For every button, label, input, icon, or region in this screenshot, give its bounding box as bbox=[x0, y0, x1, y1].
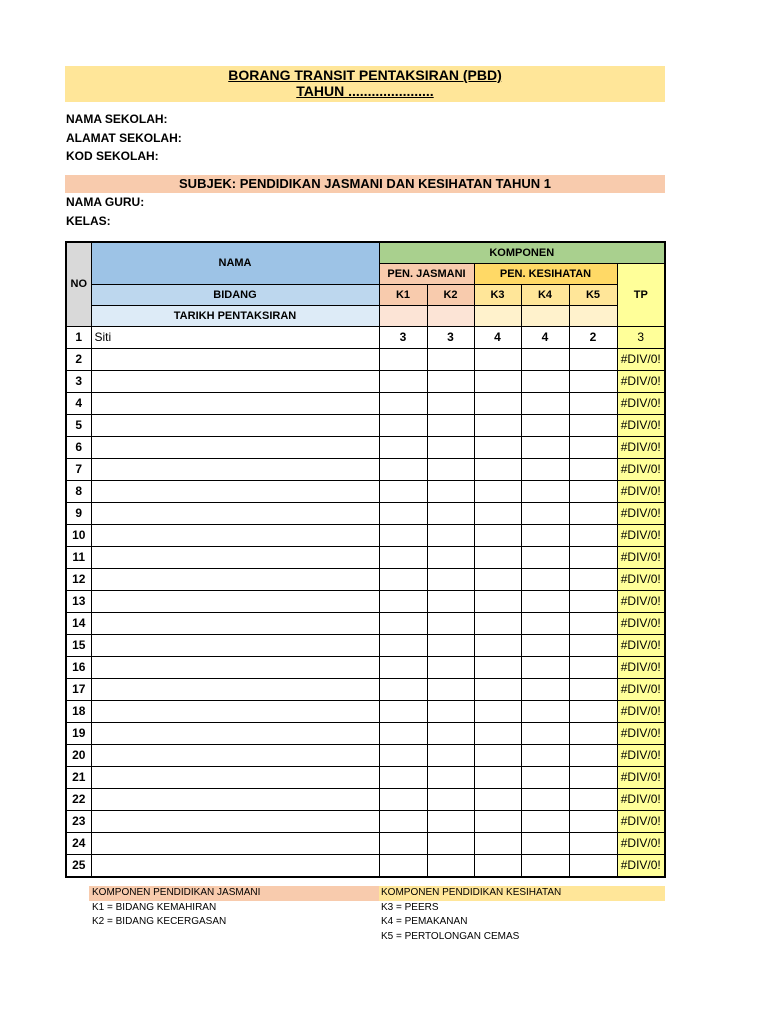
student-name-cell[interactable] bbox=[91, 810, 379, 832]
tp-header: TP bbox=[617, 263, 665, 326]
k4-score-cell[interactable] bbox=[521, 502, 569, 524]
k3-score-cell[interactable] bbox=[474, 348, 521, 370]
student-name-cell[interactable] bbox=[91, 370, 379, 392]
class-label: KELAS: bbox=[66, 214, 111, 228]
k5-score-cell[interactable] bbox=[569, 480, 617, 502]
k1-score-cell[interactable] bbox=[379, 546, 427, 568]
k5-score-cell[interactable]: 2 bbox=[569, 326, 617, 348]
k5-score-cell[interactable] bbox=[569, 634, 617, 656]
table-row bbox=[66, 370, 665, 392]
row-number: 20 bbox=[66, 744, 91, 766]
k4-score-cell[interactable] bbox=[521, 414, 569, 436]
table-row bbox=[66, 546, 665, 568]
legend-kesihatan-item: K5 = PERTOLONGAN CEMAS bbox=[381, 931, 520, 942]
k5-score-cell[interactable] bbox=[569, 788, 617, 810]
k3-score-cell[interactable] bbox=[474, 546, 521, 568]
k2-score-cell[interactable] bbox=[427, 656, 474, 678]
form-title-band bbox=[65, 66, 665, 102]
k3-score-cell[interactable] bbox=[474, 832, 521, 854]
row-number: 5 bbox=[66, 414, 91, 436]
legend-kesihatan-item: K3 = PEERS bbox=[381, 902, 439, 913]
tp-result-cell: #DIV/0! bbox=[617, 392, 665, 414]
k5-score-cell[interactable] bbox=[569, 502, 617, 524]
tp-result-cell: #DIV/0! bbox=[617, 612, 665, 634]
k1-score-cell[interactable] bbox=[379, 678, 427, 700]
student-name-cell[interactable] bbox=[91, 436, 379, 458]
k3-score-cell[interactable] bbox=[474, 480, 521, 502]
student-name-cell[interactable] bbox=[91, 656, 379, 678]
k5-score-cell[interactable] bbox=[569, 722, 617, 744]
student-name-cell[interactable]: Siti bbox=[91, 326, 379, 348]
k4-score-cell[interactable] bbox=[521, 590, 569, 612]
k5-score-cell[interactable] bbox=[569, 392, 617, 414]
k3-score-cell[interactable] bbox=[474, 678, 521, 700]
k1-header: K1 bbox=[379, 284, 427, 305]
tp-result-cell: #DIV/0! bbox=[617, 348, 665, 370]
table-row bbox=[66, 722, 665, 744]
k3-score-cell[interactable] bbox=[474, 854, 521, 877]
legend-jasmani-title: KOMPONEN PENDIDIKAN JASMANI bbox=[92, 887, 261, 898]
student-name-cell[interactable] bbox=[91, 832, 379, 854]
table-row bbox=[66, 678, 665, 700]
tarikh-k4-cell[interactable] bbox=[521, 305, 569, 326]
table-row bbox=[66, 854, 665, 877]
tp-result-cell: #DIV/0! bbox=[617, 414, 665, 436]
tp-result-cell: #DIV/0! bbox=[617, 810, 665, 832]
k4-score-cell[interactable] bbox=[521, 810, 569, 832]
tp-result-cell: #DIV/0! bbox=[617, 634, 665, 656]
tp-result-cell: #DIV/0! bbox=[617, 546, 665, 568]
student-name-cell[interactable] bbox=[91, 524, 379, 546]
row-number: 4 bbox=[66, 392, 91, 414]
k4-score-cell[interactable] bbox=[521, 766, 569, 788]
k1-score-cell[interactable] bbox=[379, 568, 427, 590]
k2-score-cell[interactable] bbox=[427, 370, 474, 392]
table-row bbox=[66, 326, 665, 348]
table-row bbox=[66, 524, 665, 546]
table-row bbox=[66, 480, 665, 502]
k1-score-cell[interactable] bbox=[379, 766, 427, 788]
row-number: 14 bbox=[66, 612, 91, 634]
k1-score-cell[interactable] bbox=[379, 700, 427, 722]
k5-score-cell[interactable] bbox=[569, 766, 617, 788]
row-number: 22 bbox=[66, 788, 91, 810]
student-name-cell[interactable] bbox=[91, 700, 379, 722]
k4-score-cell[interactable] bbox=[521, 700, 569, 722]
school-code-label: KOD SEKOLAH: bbox=[66, 149, 159, 163]
k2-score-cell[interactable] bbox=[427, 392, 474, 414]
col-no-header: NO bbox=[66, 242, 91, 326]
table-row bbox=[66, 634, 665, 656]
k2-score-cell[interactable] bbox=[427, 524, 474, 546]
k1-score-cell[interactable] bbox=[379, 744, 427, 766]
table-row bbox=[66, 656, 665, 678]
k4-score-cell[interactable] bbox=[521, 348, 569, 370]
tp-result-cell: #DIV/0! bbox=[617, 832, 665, 854]
row-number: 18 bbox=[66, 700, 91, 722]
row-number: 8 bbox=[66, 480, 91, 502]
k2-score-cell[interactable] bbox=[427, 612, 474, 634]
table-row bbox=[66, 502, 665, 524]
k3-score-cell[interactable] bbox=[474, 436, 521, 458]
student-name-cell[interactable] bbox=[91, 502, 379, 524]
teacher-label: NAMA GURU: bbox=[66, 195, 145, 209]
k1-score-cell[interactable] bbox=[379, 370, 427, 392]
student-name-cell[interactable] bbox=[91, 854, 379, 877]
k3-score-cell[interactable] bbox=[474, 700, 521, 722]
student-name-cell[interactable] bbox=[91, 766, 379, 788]
table-row bbox=[66, 568, 665, 590]
k1-score-cell[interactable] bbox=[379, 590, 427, 612]
table-row bbox=[66, 744, 665, 766]
student-name-cell[interactable] bbox=[91, 480, 379, 502]
k4-score-cell[interactable] bbox=[521, 744, 569, 766]
tp-result-cell: #DIV/0! bbox=[617, 502, 665, 524]
table-row bbox=[66, 590, 665, 612]
k2-score-cell[interactable] bbox=[427, 722, 474, 744]
tarikh-k2-cell[interactable] bbox=[427, 305, 474, 326]
k1-score-cell[interactable] bbox=[379, 612, 427, 634]
k2-score-cell[interactable] bbox=[427, 568, 474, 590]
tp-result-cell: #DIV/0! bbox=[617, 480, 665, 502]
table-row bbox=[66, 810, 665, 832]
legend-kesihatan-title: KOMPONEN PENDIDIKAN KESIHATAN bbox=[381, 887, 562, 898]
k3-score-cell[interactable] bbox=[474, 634, 521, 656]
k1-score-cell[interactable] bbox=[379, 722, 427, 744]
k2-score-cell[interactable] bbox=[427, 436, 474, 458]
k2-score-cell[interactable] bbox=[427, 458, 474, 480]
k5-score-cell[interactable] bbox=[569, 348, 617, 370]
k1-score-cell[interactable] bbox=[379, 392, 427, 414]
row-number: 25 bbox=[66, 854, 91, 877]
k5-score-cell[interactable] bbox=[569, 656, 617, 678]
tarikh-k1-cell[interactable] bbox=[379, 305, 427, 326]
row-number: 12 bbox=[66, 568, 91, 590]
row-number: 23 bbox=[66, 810, 91, 832]
row-number: 2 bbox=[66, 348, 91, 370]
k3-score-cell[interactable]: 4 bbox=[474, 326, 521, 348]
row-number: 7 bbox=[66, 458, 91, 480]
tarikh-header: TARIKH PENTAKSIRAN bbox=[91, 305, 379, 326]
school-name-label: NAMA SEKOLAH: bbox=[66, 112, 168, 126]
k3-score-cell[interactable] bbox=[474, 810, 521, 832]
k5-score-cell[interactable] bbox=[569, 546, 617, 568]
k4-score-cell[interactable] bbox=[521, 524, 569, 546]
k3-score-cell[interactable] bbox=[474, 414, 521, 436]
k3-score-cell[interactable] bbox=[474, 722, 521, 744]
tp-result-cell: #DIV/0! bbox=[617, 568, 665, 590]
table-row bbox=[66, 766, 665, 788]
tp-result-cell: #DIV/0! bbox=[617, 458, 665, 480]
row-number: 11 bbox=[66, 546, 91, 568]
legend-jasmani-item: K1 = BIDANG KEMAHIRAN bbox=[92, 902, 217, 913]
student-name-cell[interactable] bbox=[91, 634, 379, 656]
legend-kesihatan-item: K4 = PEMAKANAN bbox=[381, 916, 468, 927]
k2-score-cell[interactable] bbox=[427, 634, 474, 656]
k4-score-cell[interactable] bbox=[521, 436, 569, 458]
col-nama-header: NAMA bbox=[91, 242, 379, 284]
row-number: 3 bbox=[66, 370, 91, 392]
tp-result-cell: #DIV/0! bbox=[617, 766, 665, 788]
student-name-cell[interactable] bbox=[91, 568, 379, 590]
tp-result-cell: 3 bbox=[617, 326, 665, 348]
student-name-cell[interactable] bbox=[91, 612, 379, 634]
k3-score-cell[interactable] bbox=[474, 612, 521, 634]
k4-score-cell[interactable] bbox=[521, 612, 569, 634]
k2-score-cell[interactable] bbox=[427, 414, 474, 436]
k2-score-cell[interactable] bbox=[427, 810, 474, 832]
k1-score-cell[interactable] bbox=[379, 656, 427, 678]
row-number: 17 bbox=[66, 678, 91, 700]
k1-score-cell[interactable] bbox=[379, 414, 427, 436]
tp-result-cell: #DIV/0! bbox=[617, 700, 665, 722]
bidang-header: BIDANG bbox=[91, 284, 379, 305]
row-number: 15 bbox=[66, 634, 91, 656]
assessment-table bbox=[65, 241, 666, 878]
k1-score-cell[interactable] bbox=[379, 436, 427, 458]
k3-score-cell[interactable] bbox=[474, 392, 521, 414]
k2-score-cell[interactable] bbox=[427, 854, 474, 877]
row-number: 24 bbox=[66, 832, 91, 854]
form-title: BORANG TRANSIT PENTAKSIRAN (PBD) bbox=[228, 67, 502, 83]
k5-score-cell[interactable] bbox=[569, 810, 617, 832]
table-row bbox=[66, 788, 665, 810]
table-row bbox=[66, 414, 665, 436]
k1-score-cell[interactable]: 3 bbox=[379, 326, 427, 348]
k5-score-cell[interactable] bbox=[569, 854, 617, 877]
k2-score-cell[interactable] bbox=[427, 590, 474, 612]
k4-score-cell[interactable]: 4 bbox=[521, 326, 569, 348]
tp-result-cell: #DIV/0! bbox=[617, 722, 665, 744]
k5-score-cell[interactable] bbox=[569, 700, 617, 722]
k5-score-cell[interactable] bbox=[569, 832, 617, 854]
student-name-cell[interactable] bbox=[91, 348, 379, 370]
tp-result-cell: #DIV/0! bbox=[617, 678, 665, 700]
k5-score-cell[interactable] bbox=[569, 436, 617, 458]
k3-score-cell[interactable] bbox=[474, 656, 521, 678]
k3-score-cell[interactable] bbox=[474, 370, 521, 392]
k5-score-cell[interactable] bbox=[569, 370, 617, 392]
table-row bbox=[66, 458, 665, 480]
k2-score-cell[interactable] bbox=[427, 348, 474, 370]
student-name-cell[interactable] bbox=[91, 678, 379, 700]
tp-result-cell: #DIV/0! bbox=[617, 436, 665, 458]
k3-header: K3 bbox=[474, 284, 521, 305]
k4-header: K4 bbox=[521, 284, 569, 305]
k3-score-cell[interactable] bbox=[474, 590, 521, 612]
k5-score-cell[interactable] bbox=[569, 414, 617, 436]
k4-score-cell[interactable] bbox=[521, 832, 569, 854]
k5-score-cell[interactable] bbox=[569, 568, 617, 590]
k4-score-cell[interactable] bbox=[521, 392, 569, 414]
k3-score-cell[interactable] bbox=[474, 524, 521, 546]
k2-score-cell[interactable] bbox=[427, 744, 474, 766]
k1-score-cell[interactable] bbox=[379, 458, 427, 480]
student-name-cell[interactable] bbox=[91, 722, 379, 744]
table-row bbox=[66, 348, 665, 370]
tp-result-cell: #DIV/0! bbox=[617, 524, 665, 546]
k4-score-cell[interactable] bbox=[521, 854, 569, 877]
row-number: 16 bbox=[66, 656, 91, 678]
tarikh-k5-cell[interactable] bbox=[569, 305, 617, 326]
k3-score-cell[interactable] bbox=[474, 458, 521, 480]
tarikh-k3-cell[interactable] bbox=[474, 305, 521, 326]
k4-score-cell[interactable] bbox=[521, 370, 569, 392]
k5-score-cell[interactable] bbox=[569, 612, 617, 634]
k1-score-cell[interactable] bbox=[379, 854, 427, 877]
row-number: 21 bbox=[66, 766, 91, 788]
tp-result-cell: #DIV/0! bbox=[617, 590, 665, 612]
k1-score-cell[interactable] bbox=[379, 524, 427, 546]
tp-result-cell: #DIV/0! bbox=[617, 854, 665, 877]
k4-score-cell[interactable] bbox=[521, 480, 569, 502]
pen-kesihatan-header: PEN. KESIHATAN bbox=[474, 263, 617, 284]
k1-score-cell[interactable] bbox=[379, 810, 427, 832]
student-name-cell[interactable] bbox=[91, 546, 379, 568]
row-number: 9 bbox=[66, 502, 91, 524]
k3-score-cell[interactable] bbox=[474, 568, 521, 590]
komponen-header: KOMPONEN bbox=[379, 242, 665, 263]
k2-score-cell[interactable] bbox=[427, 766, 474, 788]
k4-score-cell[interactable] bbox=[521, 722, 569, 744]
k1-score-cell[interactable] bbox=[379, 348, 427, 370]
k4-score-cell[interactable] bbox=[521, 678, 569, 700]
k4-score-cell[interactable] bbox=[521, 656, 569, 678]
k4-score-cell[interactable] bbox=[521, 634, 569, 656]
k4-score-cell[interactable] bbox=[521, 458, 569, 480]
k2-score-cell[interactable] bbox=[427, 502, 474, 524]
subject-title: SUBJEK: PENDIDIKAN JASMANI DAN KESIHATAN TAHUN 1 bbox=[65, 175, 665, 193]
table-row bbox=[66, 832, 665, 854]
k5-score-cell[interactable] bbox=[569, 458, 617, 480]
table-row bbox=[66, 700, 665, 722]
k1-score-cell[interactable] bbox=[379, 634, 427, 656]
k1-score-cell[interactable] bbox=[379, 832, 427, 854]
k4-score-cell[interactable] bbox=[521, 546, 569, 568]
legend-jasmani-item: K2 = BIDANG KECERGASAN bbox=[92, 916, 227, 927]
k2-score-cell[interactable]: 3 bbox=[427, 326, 474, 348]
tp-result-cell: #DIV/0! bbox=[617, 744, 665, 766]
k4-score-cell[interactable] bbox=[521, 568, 569, 590]
student-name-cell[interactable] bbox=[91, 414, 379, 436]
tp-result-cell: #DIV/0! bbox=[617, 370, 665, 392]
k5-score-cell[interactable] bbox=[569, 744, 617, 766]
table-row bbox=[66, 612, 665, 634]
tp-result-cell: #DIV/0! bbox=[617, 788, 665, 810]
k1-score-cell[interactable] bbox=[379, 480, 427, 502]
k2-header: K2 bbox=[427, 284, 474, 305]
k3-score-cell[interactable] bbox=[474, 766, 521, 788]
row-number: 6 bbox=[66, 436, 91, 458]
pen-jasmani-header: PEN. JASMANI bbox=[379, 263, 474, 284]
student-name-cell[interactable] bbox=[91, 392, 379, 414]
k5-score-cell[interactable] bbox=[569, 590, 617, 612]
row-number: 1 bbox=[66, 326, 91, 348]
row-number: 19 bbox=[66, 722, 91, 744]
table-row bbox=[66, 392, 665, 414]
student-name-cell[interactable] bbox=[91, 744, 379, 766]
k5-score-cell[interactable] bbox=[569, 678, 617, 700]
student-name-cell[interactable] bbox=[91, 788, 379, 810]
k5-score-cell[interactable] bbox=[569, 524, 617, 546]
row-number: 10 bbox=[66, 524, 91, 546]
tp-result-cell: #DIV/0! bbox=[617, 656, 665, 678]
k3-score-cell[interactable] bbox=[474, 744, 521, 766]
table-row bbox=[66, 436, 665, 458]
k2-score-cell[interactable] bbox=[427, 788, 474, 810]
k2-score-cell[interactable] bbox=[427, 700, 474, 722]
k1-score-cell[interactable] bbox=[379, 788, 427, 810]
k5-header: K5 bbox=[569, 284, 617, 305]
k2-score-cell[interactable] bbox=[427, 832, 474, 854]
k1-score-cell[interactable] bbox=[379, 502, 427, 524]
k4-score-cell[interactable] bbox=[521, 788, 569, 810]
student-name-cell[interactable] bbox=[91, 590, 379, 612]
k3-score-cell[interactable] bbox=[474, 502, 521, 524]
row-number: 13 bbox=[66, 590, 91, 612]
k3-score-cell[interactable] bbox=[474, 788, 521, 810]
school-address-label: ALAMAT SEKOLAH: bbox=[66, 131, 182, 145]
k2-score-cell[interactable] bbox=[427, 678, 474, 700]
k2-score-cell[interactable] bbox=[427, 480, 474, 502]
student-name-cell[interactable] bbox=[91, 458, 379, 480]
form-year: TAHUN ...................... bbox=[296, 83, 434, 99]
k2-score-cell[interactable] bbox=[427, 546, 474, 568]
